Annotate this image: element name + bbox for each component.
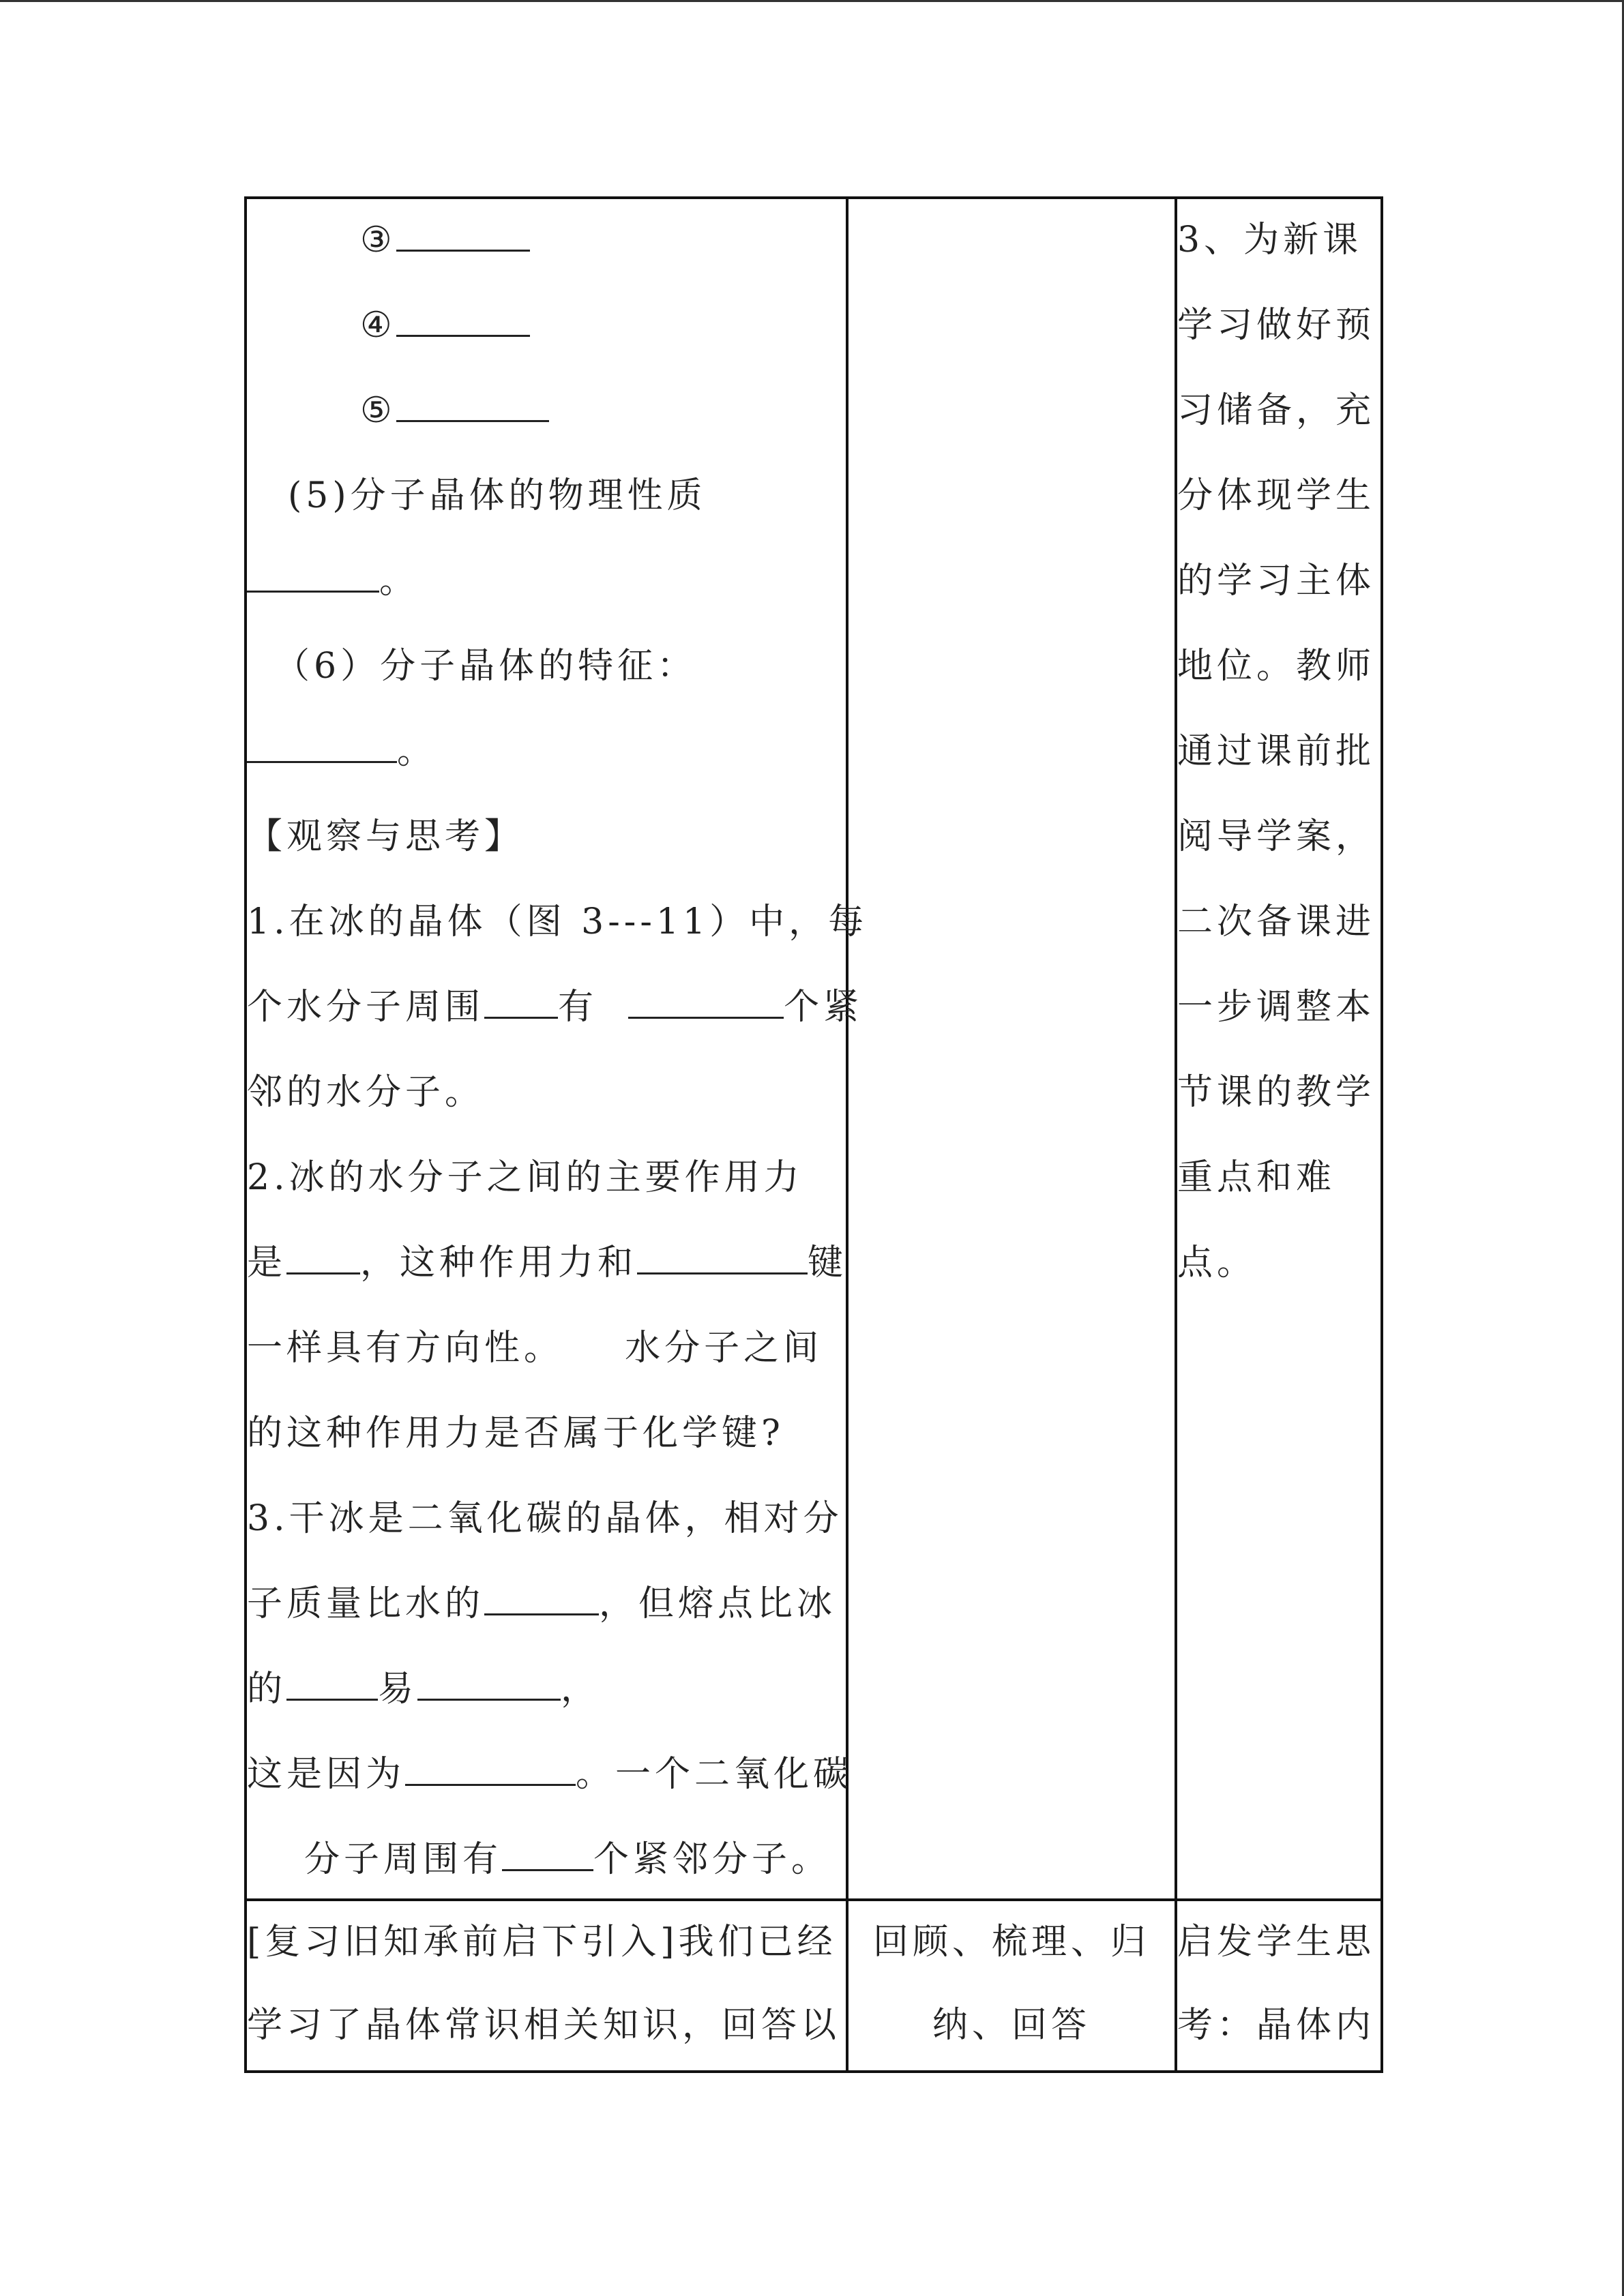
text-span: 是 [247, 1242, 287, 1283]
table-bottom-border [244, 2070, 1383, 2073]
design-note-line: 3、为新课 [1177, 220, 1363, 260]
row2-col2-cell [848, 1901, 1175, 2070]
fill-blank[interactable] [396, 303, 530, 337]
blank-line-5 [360, 389, 549, 432]
text-span: 键 [808, 1242, 848, 1283]
design-note-line: 节课的教学 [1177, 1072, 1376, 1113]
fill-blank[interactable] [405, 1753, 576, 1786]
design-note-line: 一步调整本 [1177, 987, 1376, 1028]
text-span: ，但熔点比冰 [599, 1583, 837, 1624]
text-span: 子质量比水的 [247, 1583, 485, 1624]
fill-blank[interactable] [286, 1241, 360, 1274]
blank-line-3 [360, 218, 530, 262]
answer-line-6 [247, 730, 437, 773]
text-span: 。一个二氧化碳 [576, 1754, 853, 1795]
text-span: ， [561, 1669, 601, 1710]
item3-line1: 3.干冰是二氧化碳的晶体，相对分 [247, 1498, 843, 1539]
text-span: 有 [558, 987, 598, 1028]
design-note-line: 阅导学案， [1177, 816, 1376, 857]
circled-number-5: ⑤ [360, 390, 396, 431]
item2-line4: 的这种作用力是否属于化学键? [247, 1413, 784, 1454]
item1-line3: 邻的水分子。 [247, 1072, 485, 1113]
fill-blank[interactable] [396, 389, 549, 422]
design-note-line: 通过课前批 [1177, 731, 1376, 772]
text-span: 个水分子周围 [247, 987, 485, 1028]
table-right-border [1381, 196, 1383, 2073]
fill-blank[interactable] [637, 1241, 808, 1274]
review-intro-line2: 学习了晶体常识相关知识，回答以 [247, 2005, 841, 2046]
item2-line3: 一样具有方向性。 水分子之间 [247, 1328, 823, 1369]
row2-col1-cell [247, 1901, 846, 2070]
answer-line-5 [247, 559, 419, 603]
text-span: 个紧邻分子。 [593, 1839, 831, 1880]
row1-col2-cell [848, 199, 1175, 1898]
circled-number-3: ③ [360, 220, 396, 260]
design-note-line: 学习做好预 [1177, 305, 1376, 346]
text-span: 分子周围有 [304, 1839, 503, 1880]
design-note-line: 点。 [1177, 1242, 1257, 1283]
fill-blank[interactable] [502, 1838, 593, 1871]
question-6: （6）分子晶体的特征： [274, 646, 697, 687]
design-intent-line2: 考：晶体内 [1177, 2005, 1376, 2046]
period: 。 [397, 731, 437, 772]
fill-blank[interactable] [396, 218, 530, 252]
text-span: 易 [378, 1669, 418, 1710]
review-intro-line1: [复习旧知承前启下引入]我们已经 [247, 1922, 837, 1963]
question-5: (5)分子晶体的物理性质 [288, 475, 707, 516]
fill-blank[interactable] [484, 1582, 599, 1615]
blank-line-4 [360, 303, 530, 347]
fill-blank[interactable] [286, 1667, 378, 1701]
item1-line1: 1.在冰的晶体（图 3---11）中，每 [247, 901, 868, 942]
item3-line2 [247, 1582, 836, 1626]
design-note-line: 重点和难 [1177, 1157, 1336, 1198]
item2-line1: 2.冰的水分子之间的主要作用力 [247, 1157, 803, 1198]
fill-blank[interactable] [247, 559, 379, 593]
design-note-line: 的学习主体 [1177, 561, 1376, 601]
item3-line4 [247, 1753, 853, 1796]
item3-line5 [304, 1838, 831, 1881]
lesson-table [244, 196, 1383, 2073]
design-note-line: 分体现学生 [1177, 475, 1376, 516]
design-note-line: 地位。教师 [1177, 646, 1376, 687]
observe-heading: 【观察与思考】 [247, 816, 525, 857]
text-span: 这是因为 [247, 1754, 406, 1795]
item2-line2 [247, 1241, 847, 1285]
item3-line3 [247, 1667, 600, 1711]
period: 。 [379, 561, 419, 601]
fill-blank[interactable] [484, 985, 558, 1019]
row1-col3-cell [1177, 199, 1381, 1898]
student-activity-line1: 回顾、梳理、归 [872, 1922, 1150, 1963]
fill-blank[interactable] [628, 985, 784, 1019]
design-note-line: 习储备，充 [1177, 390, 1376, 431]
page-border-top [0, 0, 1624, 2]
row1-col1-cell [247, 199, 868, 1898]
row2-col3-cell [1177, 1901, 1381, 2070]
text-span: 的 [247, 1669, 287, 1710]
fill-blank[interactable] [247, 730, 397, 763]
design-note-line: 二次备课进 [1177, 901, 1376, 942]
fill-blank[interactable] [417, 1667, 561, 1701]
text-span: ，这种作用力和 [360, 1242, 638, 1283]
student-activity-line2: 纳、回答 [932, 2005, 1091, 2046]
design-intent-line1: 启发学生思 [1177, 1922, 1376, 1963]
text-span: 个紧 [784, 987, 863, 1028]
circled-number-4: ④ [360, 305, 396, 346]
item1-line2 [247, 985, 863, 1029]
